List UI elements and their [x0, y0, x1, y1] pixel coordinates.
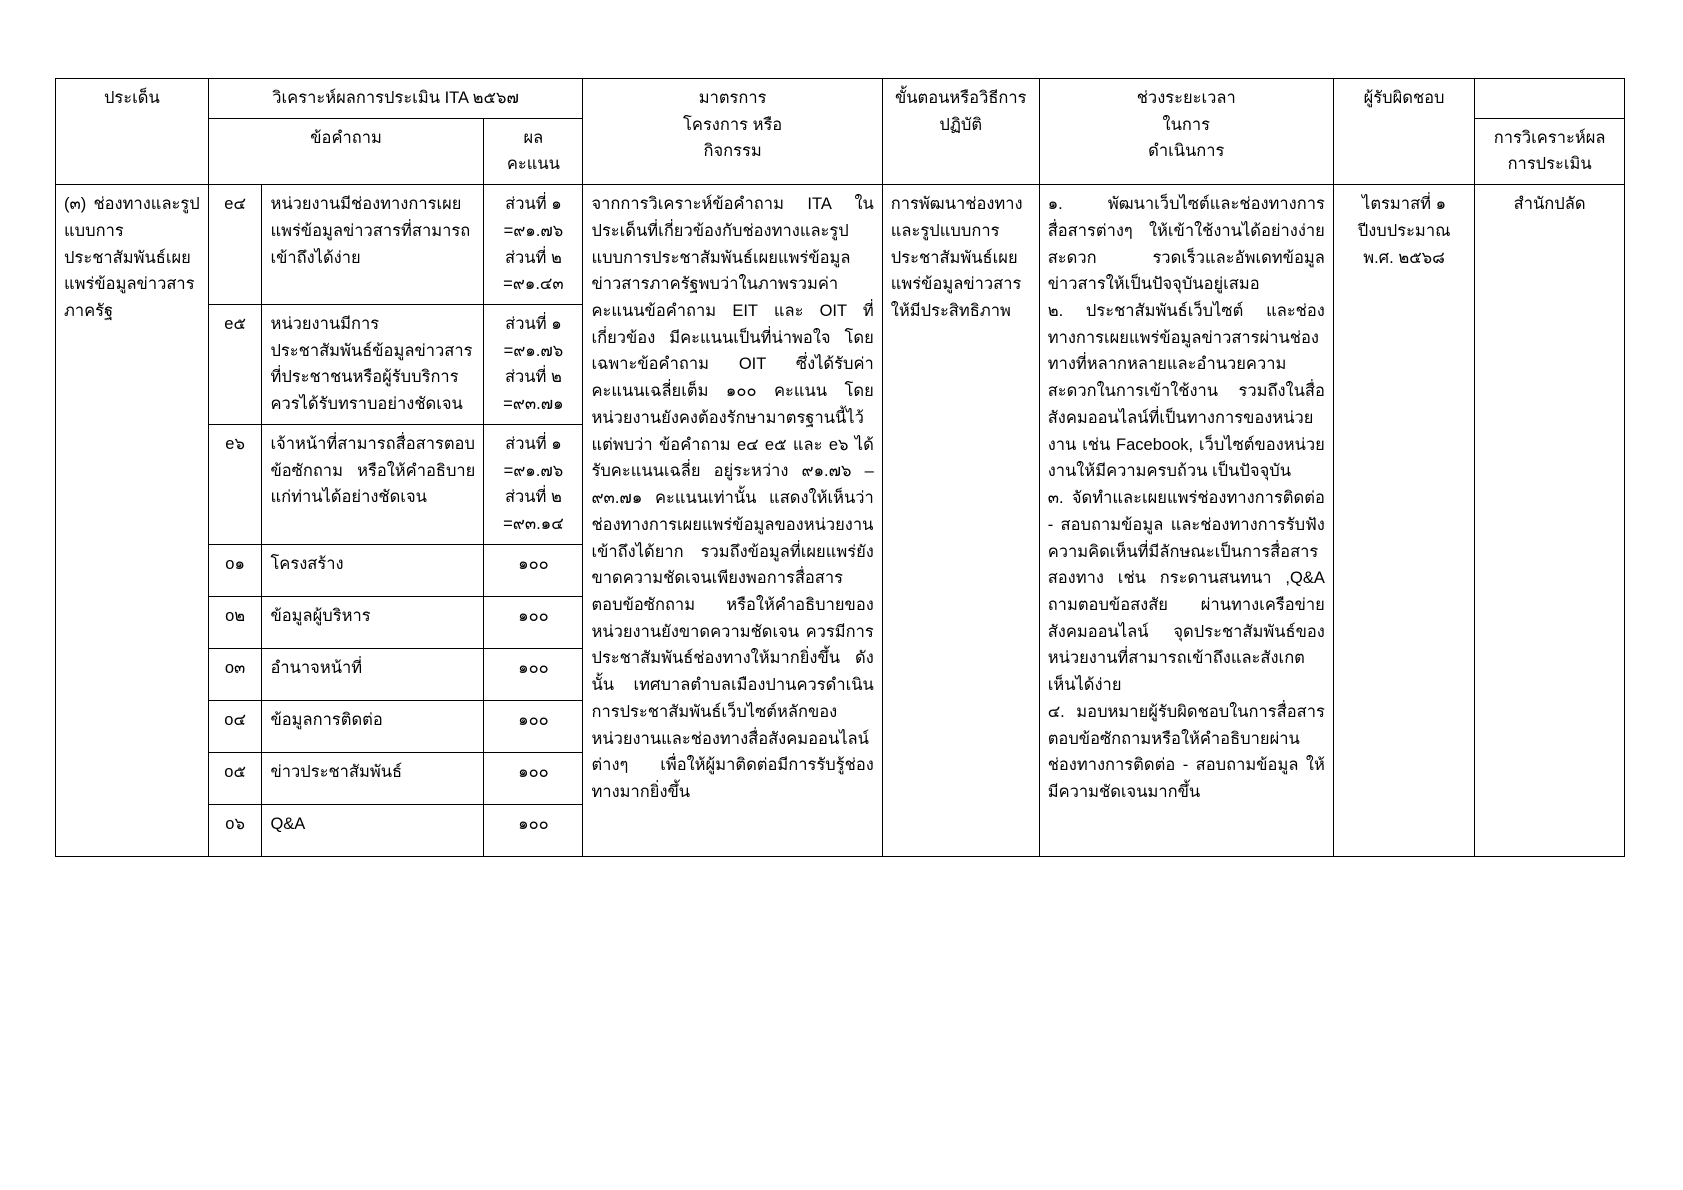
step-item: ๒. ประชาสัมพันธ์เว็บไซต์ และช่องทางการเผยแพร่ข้อมูลข่าวสารผ่านช่องทางที่หลากหลายและอำนวยความสะดวกในการเข้าใช้งาน รวมถึงในสื่อสังคมออนไลน์ที่เป็นทางการของหน่วยงาน เช่น Facebook, เว็บไซต์ของหน่วยงานให้มีความครบถ้วน เป็นปัจจุบัน [1047, 302, 1325, 481]
cell-code: e๕ [208, 305, 262, 425]
cell-question: อำนาจหน้าที่ [262, 648, 484, 700]
cell-question: ข่าวประชาสัมพันธ์ [262, 752, 484, 804]
cell-topic: (๓) ช่องทางและรูปแบบการประชาสัมพันธ์เผยแพร่ข้อมูลข่าวสารภาครัฐ [56, 185, 209, 857]
cell-question: Q&A [262, 804, 484, 856]
cell-question: ข้อมูลการติดต่อ [262, 700, 484, 752]
cell-code: e๖ [208, 424, 262, 544]
cell-score [484, 424, 583, 544]
header-topic: ประเด็น [56, 79, 209, 185]
step-item: ๑. พัฒนาเว็บไซต์และช่องทางการสื่อสารต่างๆ ให้เข้าใช้งานได้อย่างง่าย สะดวก รวดเร็วและอัพเดทข้อมูลข่าวสารให้เป็นปัจจุบันอยู่เสมอ [1047, 195, 1325, 294]
step-item: ๔. มอบหมายผู้รับผิดชอบในการสื่อสารตอบข้อซักถามหรือให้คำอธิบายผ่านช่องทางการติดต่อ - สอบถามข้อมูล ให้มีความชัดเจนมากขึ้น [1047, 702, 1325, 801]
header-analysis-group: วิเคราะห์ผลการประเมิน ITA ๒๕๖๗ [208, 79, 583, 119]
cell-question: หน่วยงานมีช่องทางการเผยแพร่ข้อมูลข่าวสารที่สามารถเข้าถึงได้ง่าย [262, 185, 484, 305]
cell-code: o๕ [208, 752, 262, 804]
score-line: ส่วนที่ ๑ [505, 315, 562, 334]
cell-question: หน่วยงานมีการประชาสัมพันธ์ข้อมูลข่าวสารที่ประชาชนหรือผู้รับบริการ ควรได้รับทราบอย่างชัดเจน [262, 305, 484, 425]
score-line: =๙๓.๑๔ [503, 515, 564, 534]
score-line: ส่วนที่ ๒ [504, 488, 562, 507]
cell-score [484, 305, 583, 425]
score-line: ส่วนที่ ๒ [504, 368, 562, 387]
ita-analysis-table [55, 78, 1625, 857]
cell-code: o๖ [208, 804, 262, 856]
score-line: ส่วนที่ ๑ [505, 195, 562, 214]
header-score-line2: คะแนน [506, 155, 560, 174]
cell-score: ๑๐๐ [484, 648, 583, 700]
cell-code: o๒ [208, 596, 262, 648]
score-line: ส่วนที่ ๑ [505, 434, 562, 453]
cell-code: o๑ [208, 544, 262, 596]
header-question: ข้อคำถาม [208, 118, 484, 184]
cell-steps [1039, 185, 1333, 857]
header-score-line1: ผล [523, 128, 544, 147]
cell-code: o๔ [208, 700, 262, 752]
header-score [484, 118, 583, 184]
header-owner: ผู้รับผิดชอบ [1333, 79, 1474, 185]
cell-analysis: จากการวิเคราะห์ข้อคำถาม ITA ในประเด็นที่เกี่ยวข้องกับช่องทางและรูปแบบการประชาสัมพันธ์เผยแพร่ข้อมูลข่าวสารภาครัฐพบว่าในภาพรวมค่าคะแนนข้อคำถาม EIT และ OIT ที่เกี่ยวข้อง มีคะแนนเป็นที่น่าพอใจ โดยเฉพาะข้อคำถาม OIT ซึ่งได้รับค่าคะแนนเฉลี่ยเต็ม ๑๐๐ คะแนน โดยหน่วยงานยังคงต้องรักษามาตรฐานนี้ไว้ แต่พบว่า ข้อคำถาม e๔ e๕ และ e๖ ได้รับคะแนนเฉลี่ย อยู่ระหว่าง ๙๑.๗๖ – ๙๓.๗๑ คะแนนเท่านั้น แสดงให้เห็นว่า ช่องทางการเผยแพร่ข้อมูลของหน่วยงานเข้าถึงได้ยาก รวมถึงข้อมูลที่เผยแพร่ยังขาดความชัดเจนเพียงพอการสื่อสาร ตอบข้อซักถาม หรือให้คำอธิบายของหน่วยงานยังขาดความชัดเจน ควรมีการประชาสัมพันธ์ช่องทางให้มากยิ่งขึ้น ดังนั้น เทศบาลตำบลเมืองปานควรดำเนินการประชาสัมพันธ์เว็บไซต์หลักของหน่วยงานและช่องทางสื่อสังคมออนไลน์ต่างๆ เพื่อให้ผู้มาติดต่อมีการรับรู้ช่องทางมากยิ่งขึ้น [583, 185, 882, 857]
header-period-line1: ช่วงระยะเวลา [1136, 89, 1236, 107]
step-item: ๓. จัดทำและเผยแพร่ช่องทางการติดต่อ - สอบถามข้อมูล และช่องทางการรับฟังความคิดเห็นที่มีลักษณะเป็นการสื่อสารสองทาง เช่น กระดานสนทนา ,Q&A ถามตอบข้อสงสัย ผ่านทางเครือข่ายสังคมออนไลน์ จุดประชาสัมพันธ์ของหน่วยงานที่สามารถเข้าถึงและสังเกตเห็นได้ง่าย [1047, 489, 1325, 695]
score-line: =๙๑.๗๖ [503, 341, 564, 360]
table-body [56, 185, 1625, 857]
header-period-line2: ในการ [1162, 115, 1210, 134]
table-row [56, 185, 1625, 305]
header-measure-line1: มาตรการ [698, 89, 767, 107]
header-row-1 [56, 79, 1625, 119]
score-line: =๙๓.๗๑ [503, 395, 564, 414]
score-line: =๙๑.๗๖ [503, 221, 564, 240]
table-header [56, 79, 1625, 185]
score-line: =๙๑.๗๖ [503, 461, 564, 480]
cell-score: ๑๐๐ [484, 700, 583, 752]
cell-score [484, 185, 583, 305]
header-steps: ขั้นตอนหรือวิธีการปฏิบัติ [882, 79, 1039, 185]
cell-score: ๑๐๐ [484, 596, 583, 648]
cell-question: เจ้าหน้าที่สามารถสื่อสารตอบข้อซักถาม หรือให้คำอธิบายแก่ท่านได้อย่างชัดเจน [262, 424, 484, 544]
cell-code: e๔ [208, 185, 262, 305]
cell-period: ไตรมาสที่ ๑ ปีงบประมาณ พ.ศ. ๒๕๖๘ [1333, 185, 1474, 857]
score-line: =๙๑.๔๓ [503, 275, 564, 294]
header-measure [583, 79, 882, 185]
header-analysis: การวิเคราะห์ผลการประเมิน [1475, 118, 1625, 184]
cell-owner: สำนักปลัด [1475, 185, 1625, 857]
cell-score: ๑๐๐ [484, 544, 583, 596]
cell-score: ๑๐๐ [484, 752, 583, 804]
score-line: ส่วนที่ ๒ [504, 248, 562, 267]
cell-score: ๑๐๐ [484, 804, 583, 856]
cell-question: ข้อมูลผู้บริหาร [262, 596, 484, 648]
cell-question: โครงสร้าง [262, 544, 484, 596]
header-period [1039, 79, 1333, 185]
cell-code: o๓ [208, 648, 262, 700]
header-period-line3: ดำเนินการ [1148, 142, 1225, 161]
header-measure-line2: โครงการ หรือ [683, 115, 783, 134]
cell-measure: การพัฒนาช่องทางและรูปแบบการประชาสัมพันธ์เผยแพร่ข้อมูลข่าวสารให้มีประสิทธิภาพ [882, 185, 1039, 857]
header-measure-line3: กิจกรรม [703, 142, 762, 161]
